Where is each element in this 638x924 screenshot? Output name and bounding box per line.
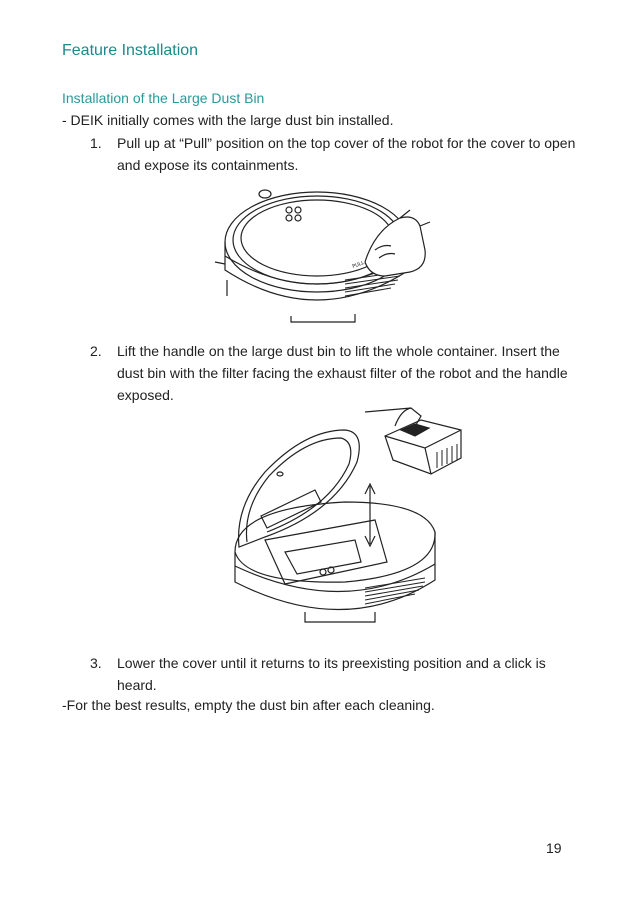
step-1-text: Pull up at “Pull” position on the top cover of the robot for the cover to open and expose its containments. (117, 135, 576, 173)
step-1-number: 1. (90, 135, 102, 151)
outro-text: -For the best results, empty the dust bin after each cleaning. (62, 697, 435, 713)
robot-open-illustration (225, 402, 475, 634)
step-2-text: Lift the handle on the large dust bin to lift the whole container. Insert the dust bin with the filter facing the exhaust filter of the robot and the handle exposed. (117, 343, 568, 403)
section-title: Installation of the Large Dust Bin (62, 90, 265, 106)
intro-text: - DEIK initially comes with the large dust bin installed. (62, 112, 394, 128)
step-3-text: Lower the cover until it returns to its preexisting position and a click is heard. (117, 655, 546, 693)
page-number: 19 (546, 840, 562, 856)
robot-pull-illustration (205, 180, 445, 330)
step-2-number: 2. (90, 343, 102, 359)
figure-insert-bin (225, 402, 475, 634)
page-heading: Feature Installation (62, 42, 199, 59)
pull-label: PULL (351, 260, 366, 270)
step-3-number: 3. (90, 655, 102, 671)
figure-pull-cover (205, 180, 445, 330)
